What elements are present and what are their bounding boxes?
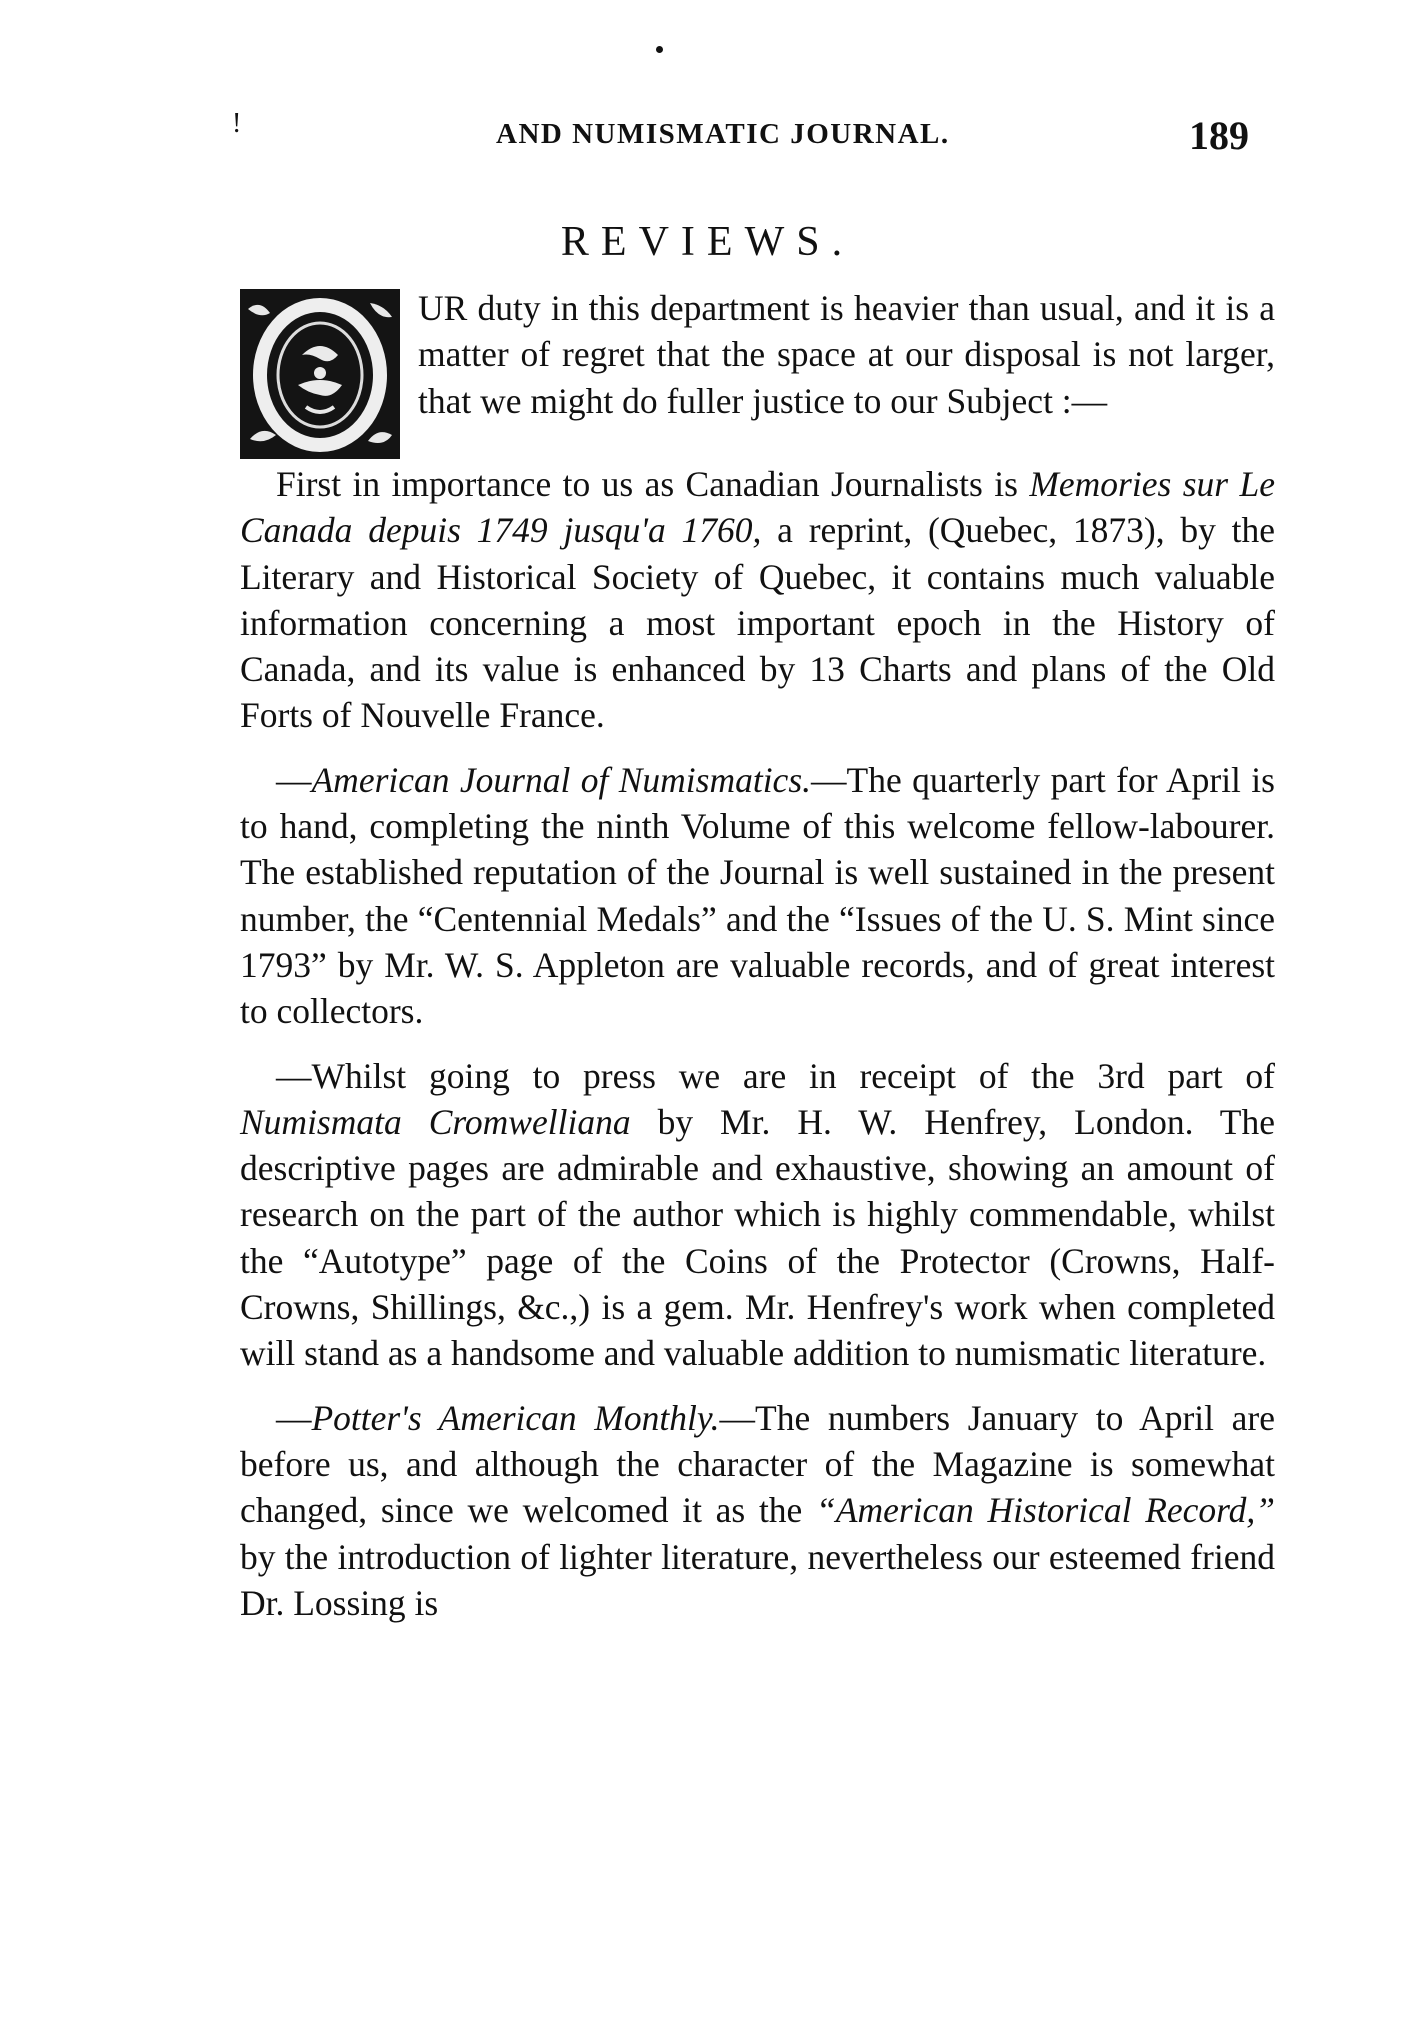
intro-text: UR duty in this department is heavier than usual, and it is a matter of regret that the space at our disposal is not larger, that we might do fuller justice to our Subject :—	[418, 288, 1275, 421]
canada-review-book-title: Memories sur Le Canada depuis 1749 jusqu'a 1760,	[240, 464, 1275, 551]
page-number: 189	[1189, 113, 1249, 158]
potter-review-body-2: by the introduction of lighter literature, nevertheless our esteemed friend Dr. Lossing is	[240, 1536, 1275, 1623]
henfrey-review-title: Numismata Cromwelliana	[240, 1101, 631, 1142]
potter-review-dash: —	[276, 1397, 312, 1438]
margin-mark: !	[232, 108, 242, 139]
ajn-review-paragraph	[240, 757, 1275, 1035]
ajn-review-body: —The quarterly part for April is to hand, completing the ninth Volume of this welcome fellow-labourer. The established reputation of the Journal is well sustained in the present number, the “Centennial Medals” and the “Issues of the U. S. Mint since 1793” by Mr. W. S. Appleton are valuable records, and of great interest to collectors.	[240, 759, 1275, 1032]
section-title: REVIEWS.	[560, 219, 855, 265]
ajn-review-dash: —	[276, 759, 312, 800]
printer-dot	[656, 46, 663, 53]
canada-review-paragraph	[240, 461, 1275, 739]
running-head-title: AND NUMISMATIC JOURNAL.	[496, 118, 950, 150]
potter-review-paragraph	[240, 1395, 1275, 1626]
henfrey-review-paragraph	[240, 1053, 1275, 1377]
potter-review-title: Potter's American Monthly.	[311, 1397, 720, 1438]
reviews-body	[240, 285, 1275, 1626]
henfrey-review-body: by Mr. H. W. Henfrey, London. The descriptive pages are admirable and exhaustive, showing an amount of research on the part of the author which is highly commendable, whilst the “Autotype” page of the Coins of the Protector (Crowns, Half-Crowns, Shillings, &c.,) is a gem. Mr. Henfrey's work when completed will stand as a handsome and valuable addition to numismatic literature.	[240, 1101, 1275, 1374]
ajn-review-title: American Journal of Numismatics.	[311, 759, 812, 800]
henfrey-review-lead: —Whilst going to press we are in receipt of the 3rd part of	[276, 1055, 1275, 1096]
potter-review-quoted-title: “American Historical Record,”	[816, 1490, 1276, 1531]
intro-paragraph	[240, 285, 1275, 424]
canada-review-lead: First in importance to us as Canadian Journalists is	[276, 464, 1018, 504]
ornamental-drop-cap	[240, 289, 400, 459]
potter-review-body-1: —The numbers January to April are before us, and although the character of the Magazine is somewhat changed, since we welcomed it as the	[240, 1397, 1275, 1531]
canada-review-body: a reprint, (Quebec, 1873), by the Literary and Historical Society of Quebec, it contains much valuable information concerning a most important epoch in the History of Canada, and its value is enhanced by 13 Charts and plans of the Old Forts of Nouvelle France.	[240, 510, 1275, 736]
